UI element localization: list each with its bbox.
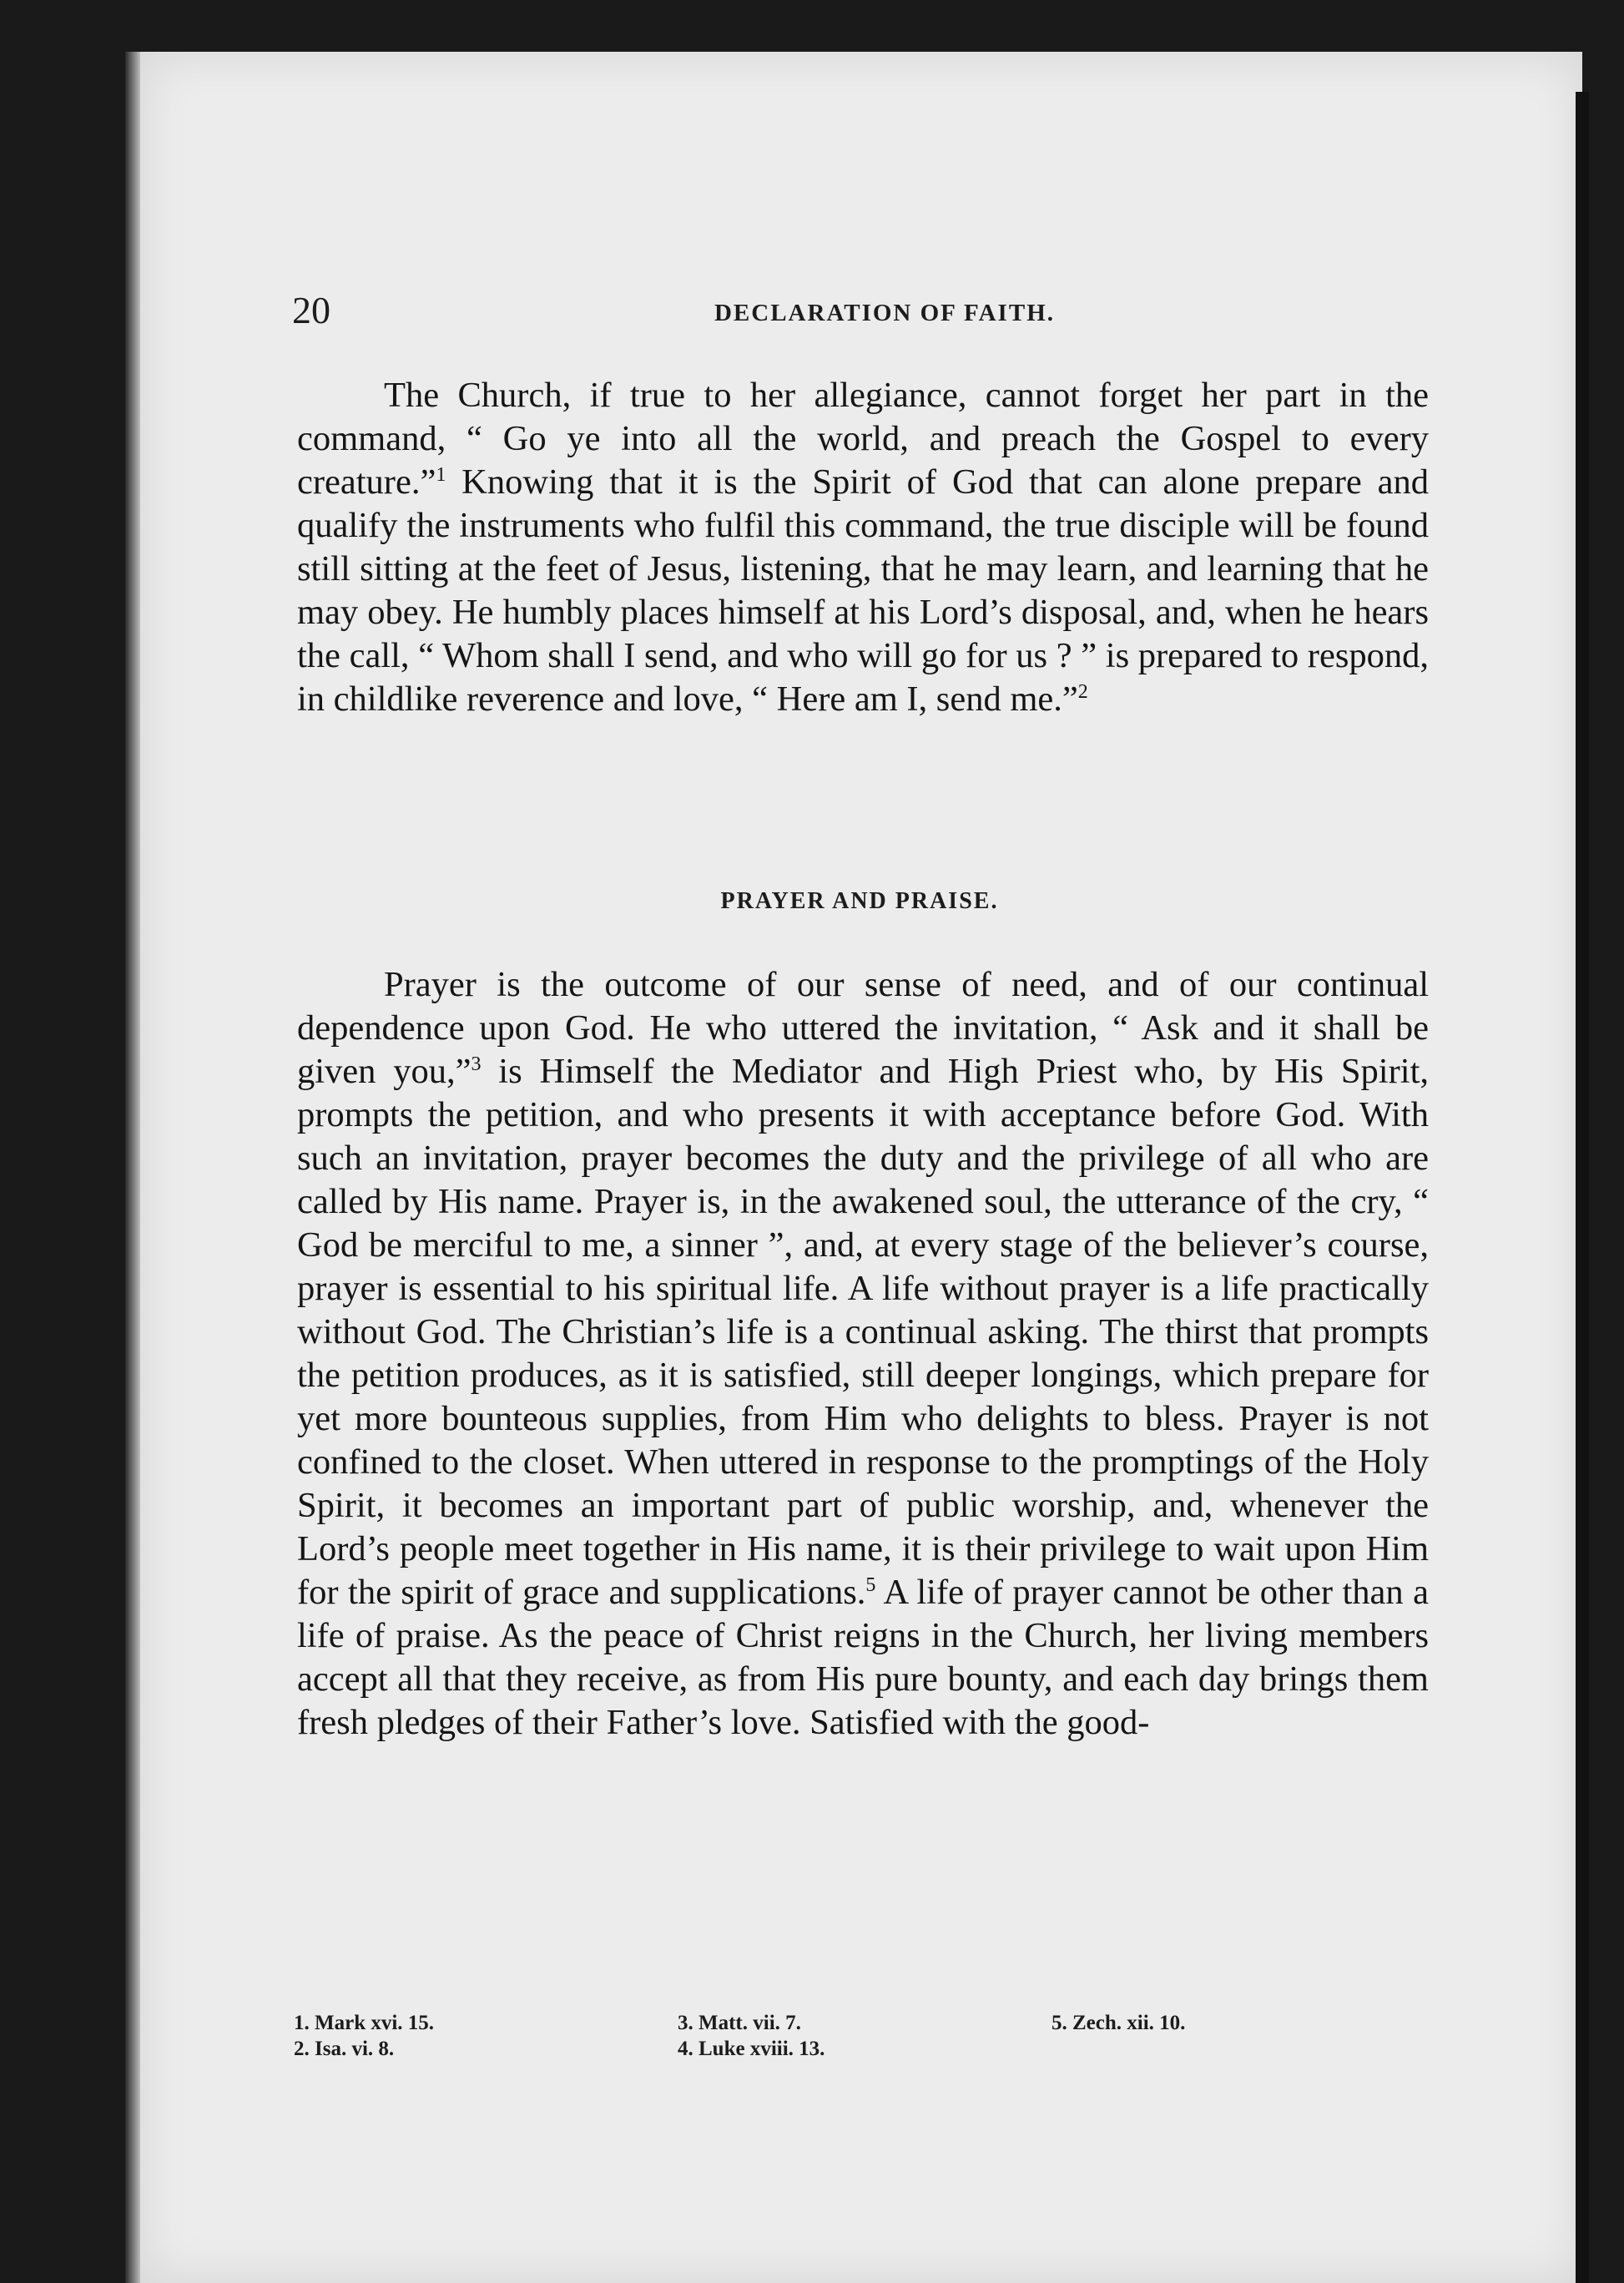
section-heading: PRAYER AND PRAISE. [720,888,999,914]
paragraph-text: The Church, if true to her allegiance, cannot forget her part in the command, “ Go ye into all the world, and preach the Gospel to every creature.” [297,376,1429,502]
running-head [292,288,1427,338]
paragraph-text: Prayer is the outcome of our sense of need, and of our continual dependence upon God. He who uttered the invitation, “ Ask and it shall be given you,” [297,965,1429,1091]
footnote-ref: 5 [865,1573,876,1596]
footnote-ref: 3 [471,1053,482,1075]
footnote-ref: 2 [1077,680,1088,703]
running-title: DECLARATION OF FAITH. [714,300,1055,326]
paragraph-text: A life of prayer cannot be other than a life of praise. As the peace of Christ reigns in the Church, her living members accept all that they receive, as from His pure bounty, and each day brings them fresh pledges of their Father’s love. Satisfied with the good- [297,1573,1430,1742]
page-left-shadow [125,52,140,2283]
footnote-2: 2. Isa. vi. 8. [294,2038,395,2060]
paragraph-text: is Himself the Mediator and High Priest who, by His Spirit, prompts the petition, and who presents it with acceptance before God. With such an invitation, prayer becomes the duty and the privilege of all who are called by His name. Prayer is, in the awakened soul, the utterance of the cry, “ God be merciful to me, a sinner ”, and, at every stage of the believer’s course, prayer is essential to his spiritual life. A life without prayer is a life practically without God. The Christian’s life is a continual asking. The thirst that prompts the petition produces, as it is satisfied, still deeper longings, which prepare for yet more bounteous supplies, from Him who delights to bless. Prayer is not confined to the closet. When uttered in response to the promptings of the Holy Spirit, it becomes an important part of public worship, and, whenever the Lord’s people meet together in His name, it is their privilege to wait upon Him for the spirit of grace and supplications. [297,1052,1429,1612]
page-number: 20 [292,289,330,331]
footnote-3: 3. Matt. vii. 7. [678,2012,801,2034]
footnote-ref: 1 [436,463,446,486]
footnote-4: 4. Luke xviii. 13. [678,2038,825,2060]
paragraph-prayer [297,963,1429,1745]
footnote-1: 1. Mark xvi. 15. [294,2012,435,2034]
paragraph-missions [297,374,1429,721]
paragraph-text: Knowing that it is the Spirit of God that can alone prepare and qualify the instruments who fulfil this command, the true disciple will be found still sitting at the feet of Jesus, listening, that he may learn, and learning that he may obey. He humbly places himself at his Lord’s disposal, and, when he hears the call, “ Whom shall I send, and who will go for us ? ” is prepared to respond, in childlike reverence and love, “ Here am I, send me.” [297,462,1429,719]
footnote-5: 5. Zech. xii. 10. [1052,2012,1186,2034]
page-right-edge [1576,92,1589,2283]
